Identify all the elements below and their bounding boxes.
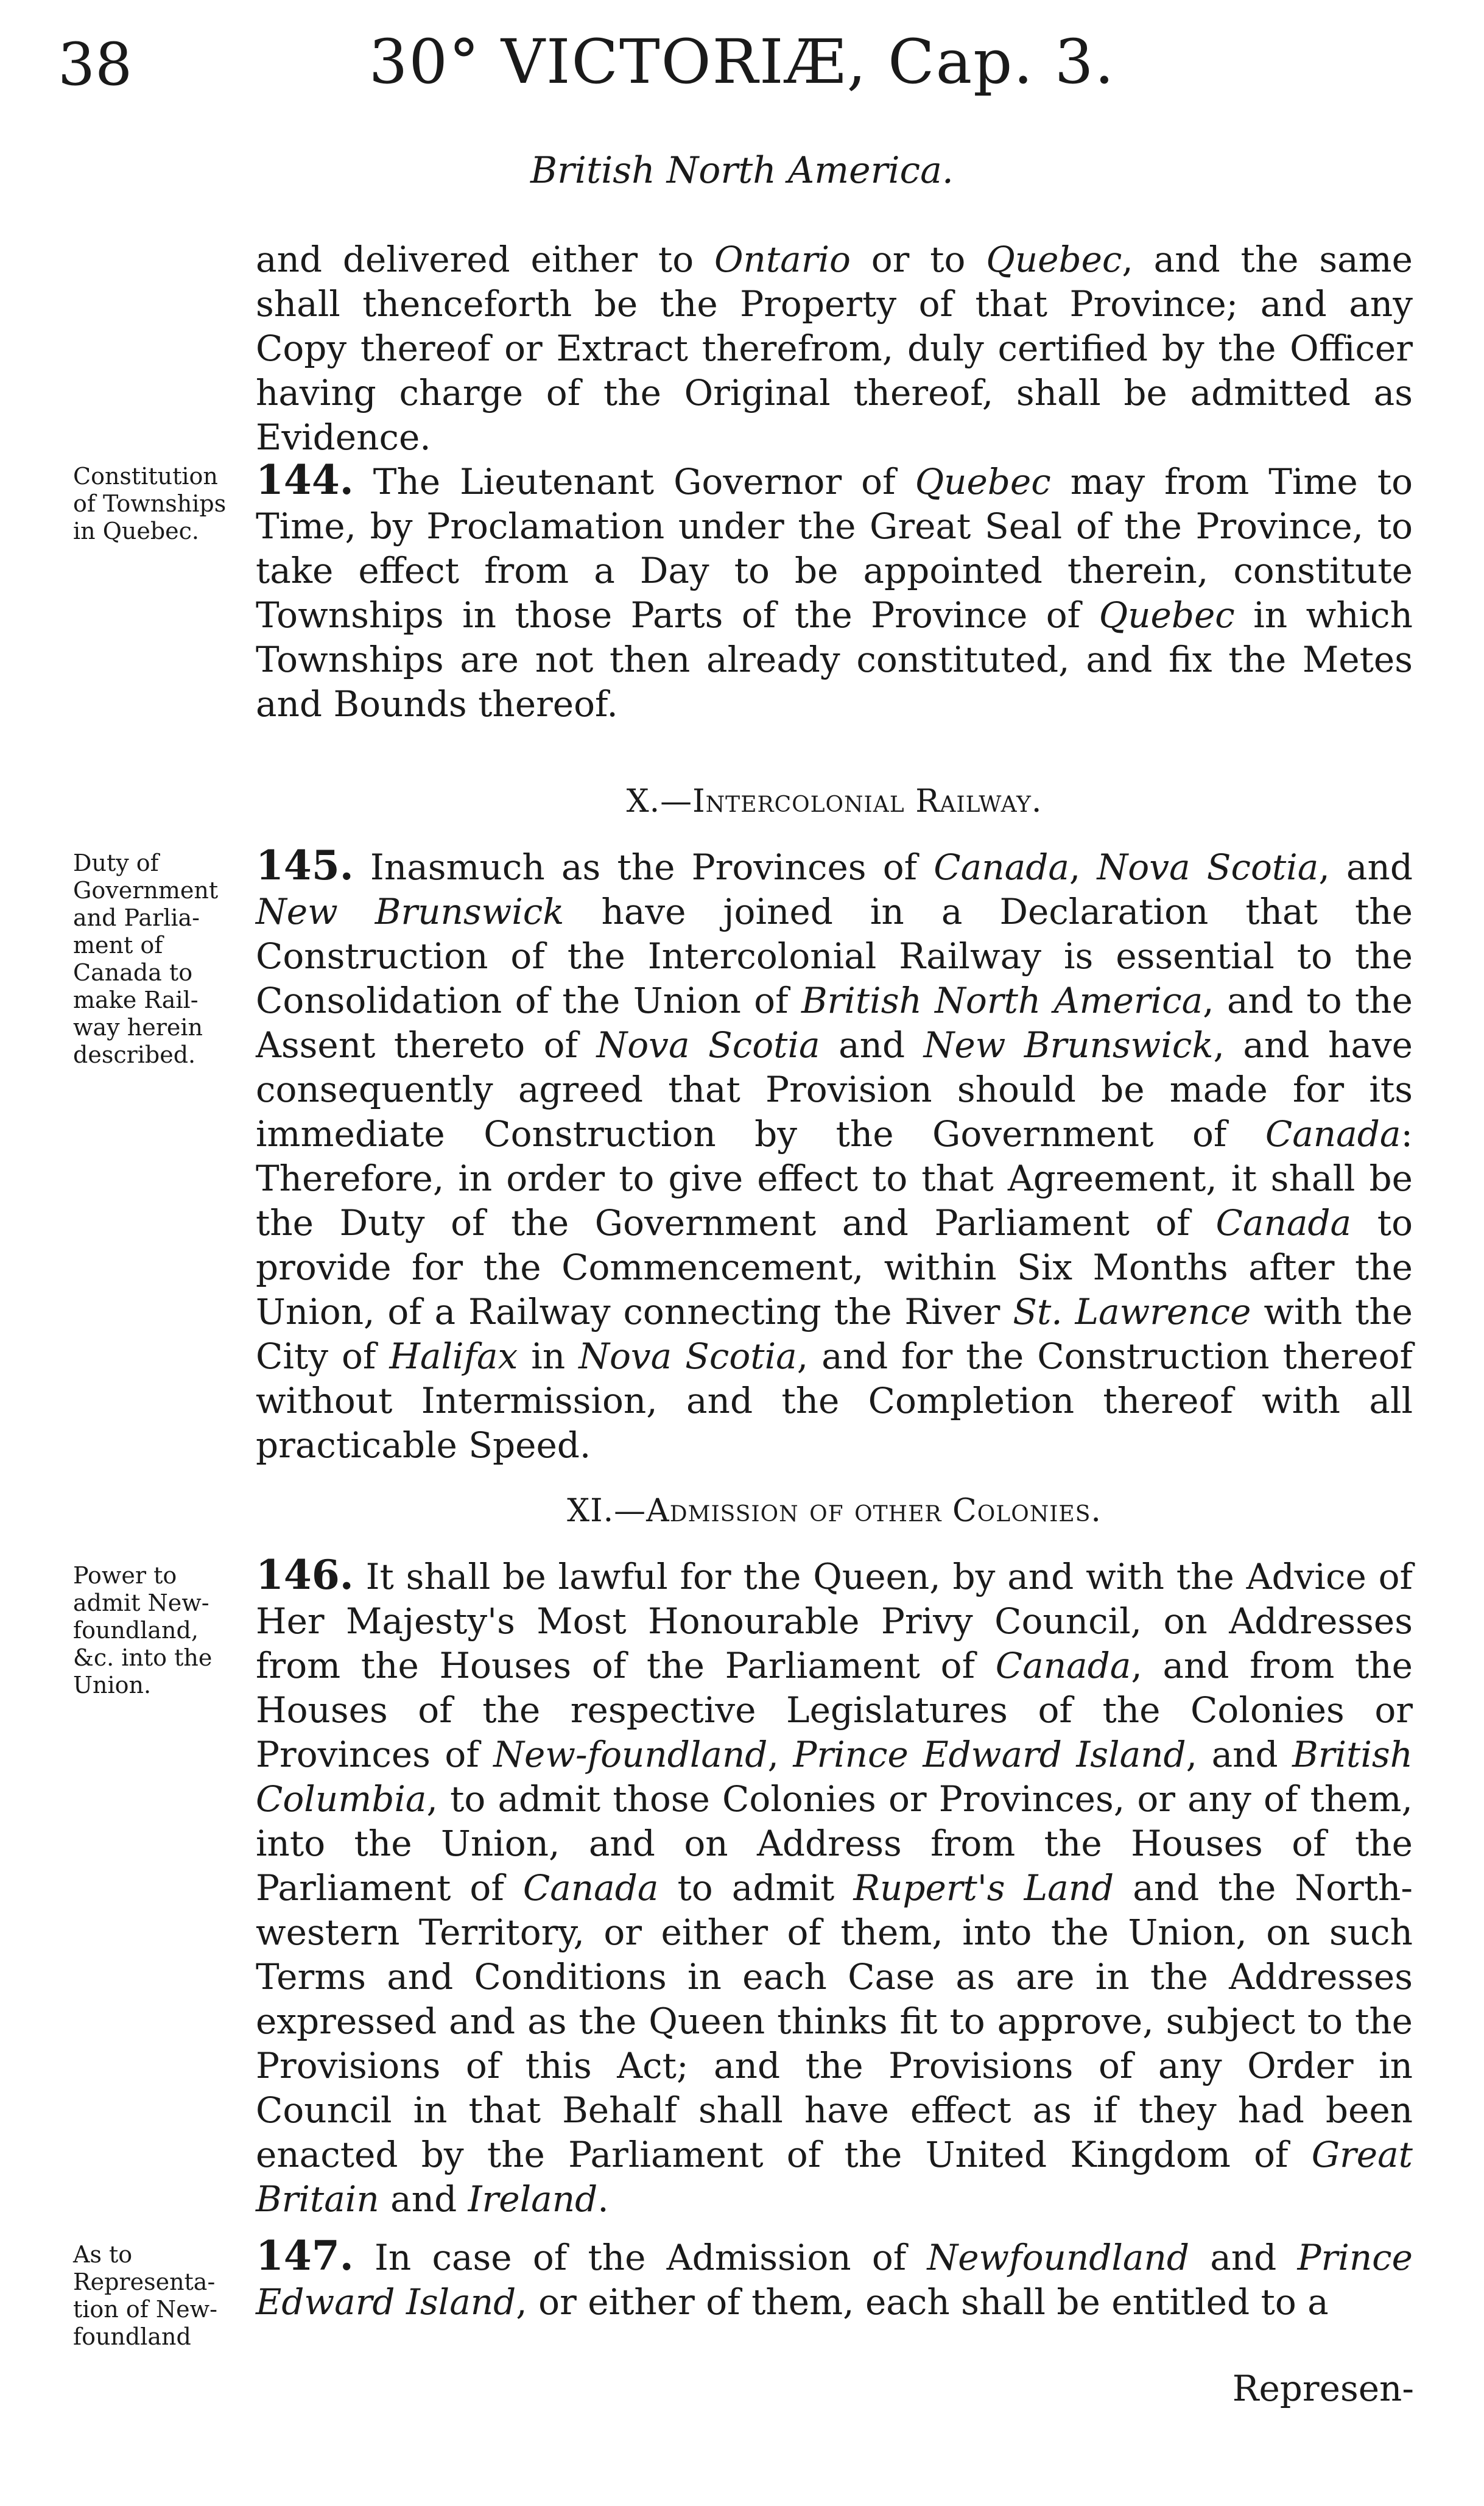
text-run: and delivered either to <box>256 239 714 280</box>
running-title: 30° VICTORIÆ, Cap. 3. <box>368 26 1116 97</box>
place-name: New Brunswick <box>256 891 564 932</box>
text-run: and <box>1189 2237 1298 2278</box>
running-subtitle: British North America. <box>530 149 954 192</box>
place-name: Halifax <box>389 1336 518 1377</box>
place-name: Newfoundland <box>927 2237 1189 2278</box>
text-run: have joined in a Declaration that the Construction of the Intercolonial Railway is essential to the Consolidation of the Union of <box>256 891 1413 1021</box>
place-name: Canada <box>995 1645 1131 1686</box>
margin-note-147: As to Representa- tion of New- foundland <box>73 2241 217 2350</box>
continuation-paragraph <box>256 238 1413 460</box>
place-name: Quebec <box>1099 594 1235 636</box>
place-name: Quebec <box>915 461 1051 502</box>
place-name: British North America <box>801 980 1203 1021</box>
place-name: Ireland <box>468 2178 598 2220</box>
text-run: with the City of <box>256 1291 1413 1377</box>
text-run: and <box>379 2178 468 2220</box>
margin-note-145: Duty of Government and Parlia- ment of Canada to make Rail- way herein described. <box>73 850 219 1068</box>
place-name: Rupert's Land <box>853 1867 1114 1909</box>
text-run: , and <box>1318 846 1413 888</box>
text-run: . <box>597 2178 609 2220</box>
text-run: in which Townships are not then already constituted, and fix the Metes and Bounds thereof. <box>256 594 1413 725</box>
section-number: 147. <box>256 2232 354 2279</box>
place-name: British Columbia <box>256 1734 1413 1820</box>
section-146 <box>256 1553 1413 2222</box>
heading-numeral: XI.— <box>567 1493 647 1529</box>
text-run: and the North-western Territory, or either of them, into the Union, on such Terms and Conditions in each Case as are in the Addresses expressed and as the Queen thinks fit to approve, subject to the Provisions of this Act; and the Provisions of any Order in Council in that Behalf shall have effect as if they had been enacted by the Parliament of the United Kingdom of <box>256 1867 1413 2175</box>
text-run: : Therefore, in order to give effect to that Agreement, it shall be the Duty of the Government and Parliament of <box>256 1113 1413 1244</box>
text-run: , to admit those Colonies or Provinces, or any of them, into the Union, and on Address from the Houses of the Parliament of <box>256 1778 1413 1909</box>
heading-title: Admission of other Colonies. <box>646 1493 1102 1529</box>
place-name: New Brunswick <box>923 1024 1214 1066</box>
text-run: , <box>1069 846 1097 888</box>
text-run: , and <box>1186 1734 1293 1775</box>
section-145 <box>256 843 1413 1468</box>
heading-intercolonial-railway <box>256 783 1413 820</box>
text-run: may from Time to Time, by Proclamation under the Great Seal of the Province, to take effect from a Day to be appointed therein, constitute Townships in those Parts of the Province of <box>256 461 1413 636</box>
section-144 <box>256 458 1413 727</box>
catchword: Represen- <box>1232 2368 1414 2409</box>
place-name: Great Britain <box>256 2134 1413 2220</box>
section-number: 146. <box>256 1551 354 1599</box>
text-run: to provide for the Commencement, within Six Months after the Union, of a Railway connecting the River <box>256 1202 1413 1332</box>
text-run: , or either of them, each shall be entitled to a <box>516 2281 1329 2323</box>
place-name: Canada <box>1215 1202 1352 1244</box>
text-run: It shall be lawful for the Queen, by and with the Advice of Her Majesty's Most Honourable Privy Council, on Addresses from the Houses of the Parliament of <box>256 1556 1413 1686</box>
text-run: Inasmuch as the Provinces of <box>353 846 934 888</box>
section-number: 144. <box>256 456 354 504</box>
place-name: Nova Scotia <box>596 1024 820 1066</box>
text-run: , and to the Assent thereto of <box>256 980 1413 1066</box>
page-number: 38 <box>58 30 133 99</box>
heading-numeral: X.— <box>626 783 693 820</box>
place-name: Canada <box>1265 1113 1401 1155</box>
place-name: Prince Edward Island <box>793 1734 1186 1775</box>
place-name: Canada <box>934 846 1069 888</box>
place-name: Prince Edward Island <box>256 2237 1413 2323</box>
text-run: , <box>767 1734 793 1775</box>
text-run: in <box>518 1336 579 1377</box>
place-name: New-foundland <box>493 1734 768 1775</box>
section-number: 145. <box>256 842 354 889</box>
text-run: The Lieutenant Governor of <box>353 461 915 502</box>
section-147 <box>256 2234 1413 2325</box>
place-name: Nova Scotia <box>1097 846 1319 888</box>
text-run: or to <box>850 239 986 280</box>
heading-admission-of-other-colonies <box>256 1495 1413 1527</box>
text-run: , and the same shall thenceforth be the Property of that Province; and any Copy thereof or Extract therefrom, duly certified by the Officer having charge of the Original thereof, shall be admitted as Evidence. <box>256 239 1413 458</box>
place-name: Quebec <box>986 239 1122 280</box>
text-run: and <box>820 1024 924 1066</box>
place-name: Canada <box>522 1867 659 1909</box>
heading-title: Intercolonial Railway. <box>692 783 1043 820</box>
text-run: , and for the Construction thereof without Intermission, and the Completion thereof with all practicable Speed. <box>256 1336 1413 1466</box>
margin-note-146: Power to admit New- foundland, &c. into the Union. <box>73 1562 213 1698</box>
place-name: Ontario <box>714 239 851 280</box>
text-run: , and have consequently agreed that Provision should be made for its immediate Construction by the Government of <box>256 1024 1413 1155</box>
text-run: In case of the Admission of <box>353 2237 927 2278</box>
place-name: St. Lawrence <box>1013 1291 1251 1332</box>
text-run: to admit <box>658 1867 854 1909</box>
place-name: Nova Scotia <box>578 1336 797 1377</box>
margin-note-144: Constitution of Townships in Quebec. <box>73 463 227 544</box>
text-run: , and from the Houses of the respective Legislatures of the Colonies or Provinces of <box>256 1645 1413 1775</box>
